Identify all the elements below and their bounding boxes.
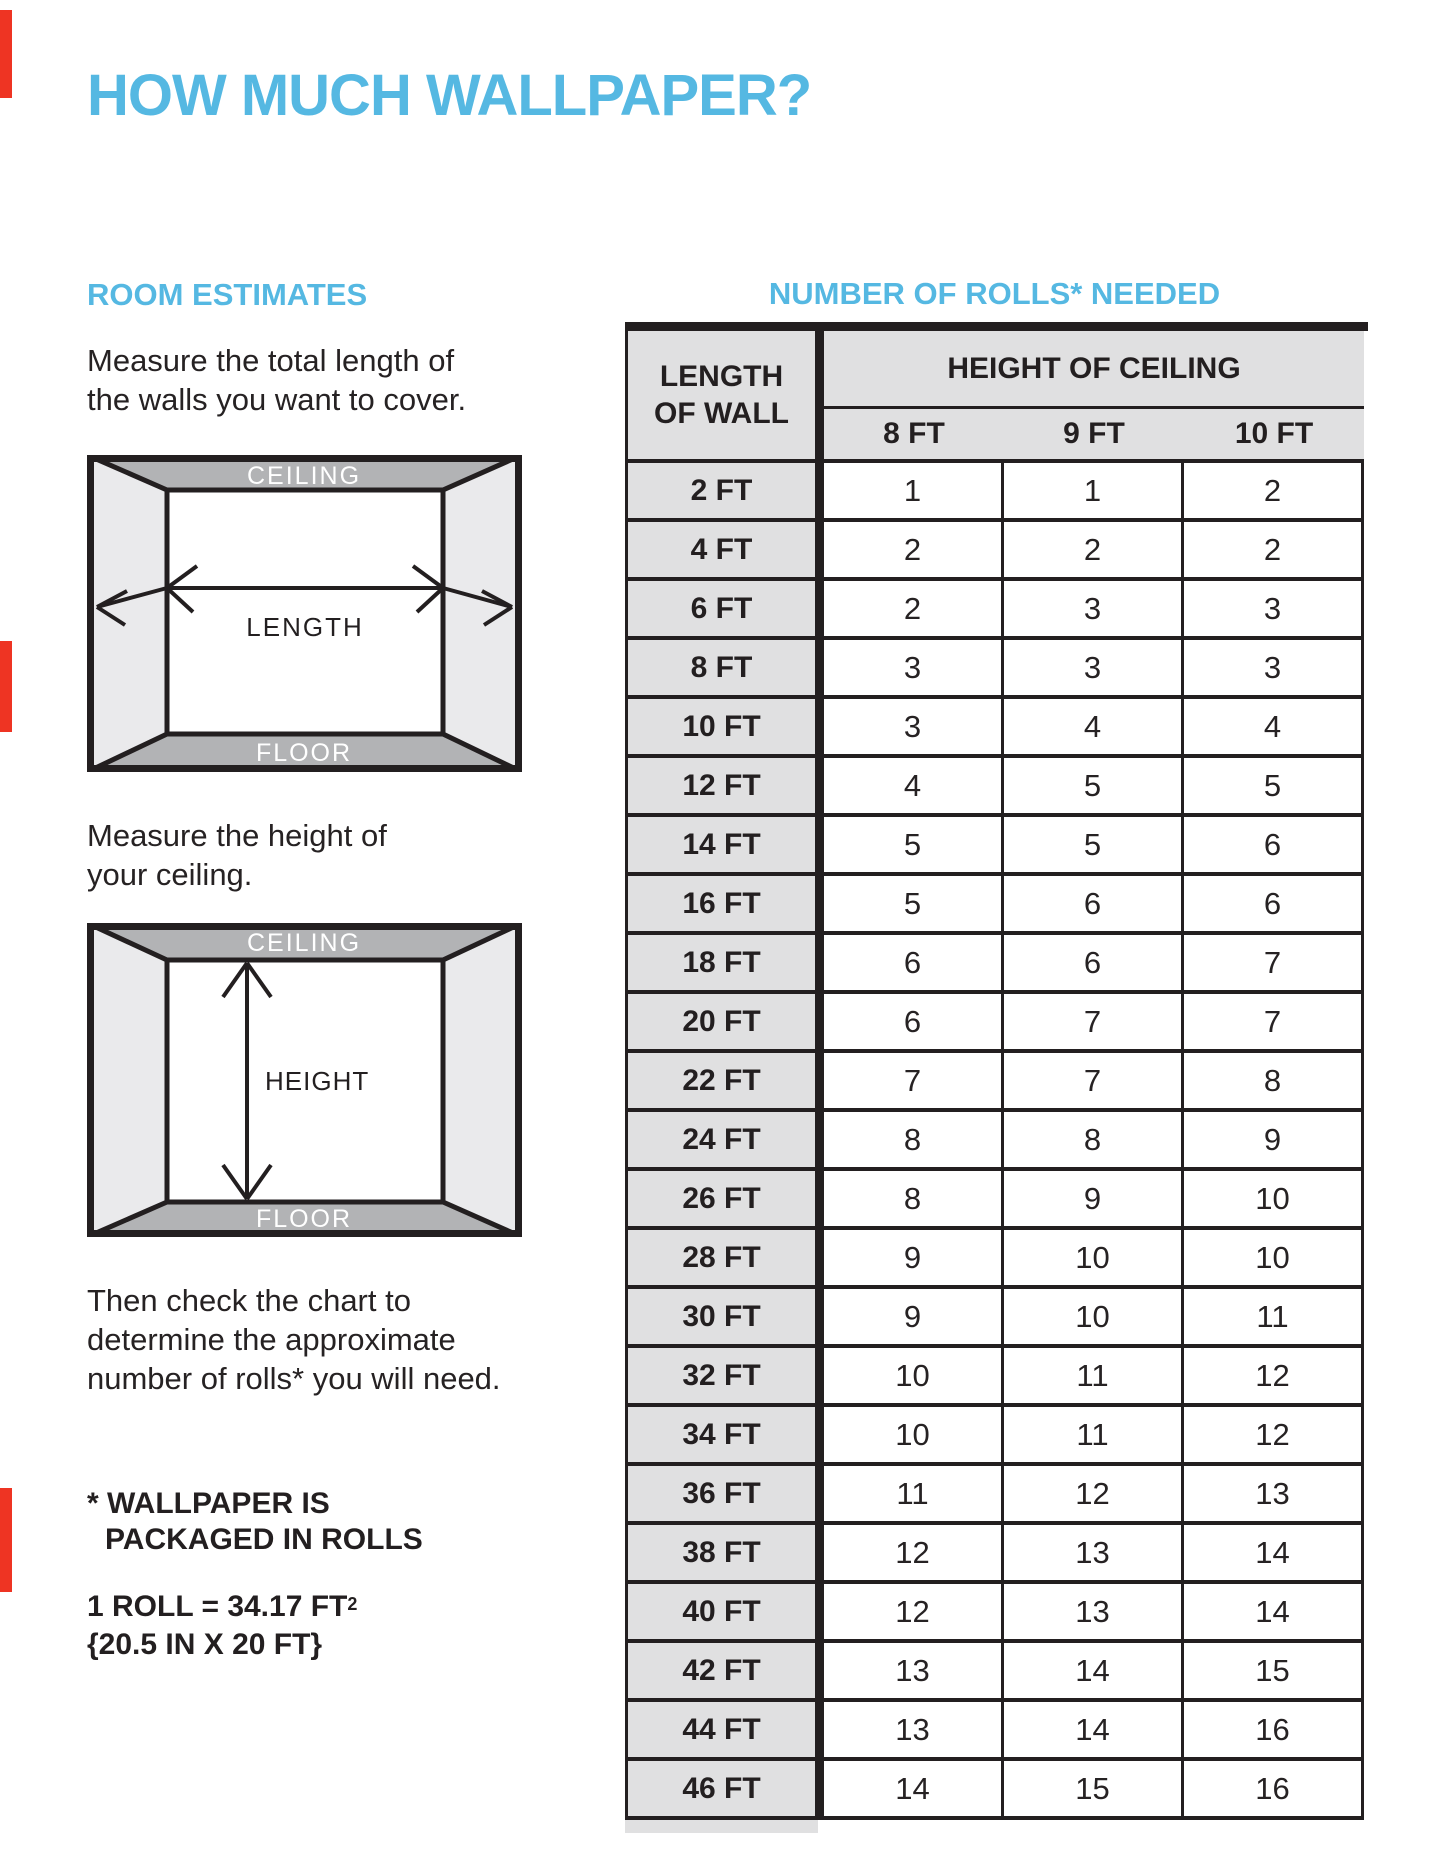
roll-count-cell: 10 (824, 1348, 1004, 1407)
roll-count-cell: 3 (1004, 640, 1184, 699)
roll-count-cell: 1 (1004, 463, 1184, 522)
thick-column-divider (815, 876, 824, 935)
row-label-wall-length: 20 FT (625, 994, 815, 1053)
roll-count-cell: 13 (824, 1643, 1004, 1702)
group-header-height-of-ceiling: HEIGHT OF CEILING (824, 331, 1364, 409)
thick-column-divider (815, 1407, 824, 1466)
note-line: PACKAGED IN ROLLS (105, 1523, 423, 1556)
roll-count-cell: 10 (1004, 1289, 1184, 1348)
roll-count-cell: 3 (824, 699, 1004, 758)
table-row (625, 1407, 1364, 1466)
length-label: LENGTH (246, 612, 364, 642)
row-label-wall-length: 2 FT (625, 463, 815, 522)
paragraph-line: Measure the total length of (87, 343, 455, 378)
thick-column-divider (815, 331, 824, 459)
roll-count-cell: 9 (1004, 1171, 1184, 1230)
row-label-wall-length: 38 FT (625, 1525, 815, 1584)
roll-count-cell: 6 (824, 935, 1004, 994)
roll-count-cell: 12 (1184, 1348, 1364, 1407)
roll-count-cell: 5 (824, 876, 1004, 935)
roll-count-cell: 6 (824, 994, 1004, 1053)
roll-count-cell: 8 (1004, 1112, 1184, 1171)
roll-count-cell: 14 (1184, 1584, 1364, 1643)
roll-count-cell: 5 (1004, 758, 1184, 817)
roll-count-cell: 9 (1184, 1112, 1364, 1171)
sub-header-row (824, 409, 1364, 459)
row-label-wall-length: 42 FT (625, 1643, 815, 1702)
diagram-left-wall (87, 923, 167, 1237)
row-label-wall-length: 4 FT (625, 522, 815, 581)
column-header-8ft: 8 FT (883, 417, 945, 450)
roll-count-cell: 13 (1004, 1525, 1184, 1584)
diagram-left-wall (87, 455, 167, 772)
table-row (625, 1348, 1364, 1407)
roll-count-cell: 12 (1184, 1407, 1364, 1466)
roll-count-cell: 12 (824, 1584, 1004, 1643)
floor-label: FLOOR (255, 739, 353, 767)
roll-count-cell: 11 (824, 1466, 1004, 1525)
thick-column-divider (815, 1171, 824, 1230)
table-row (625, 994, 1364, 1053)
thick-column-divider (815, 581, 824, 640)
roll-count-cell: 11 (1184, 1289, 1364, 1348)
edge-bleed-mark-top (0, 10, 12, 98)
table-row (625, 1230, 1364, 1289)
roll-count-cell: 13 (824, 1702, 1004, 1761)
row-label-wall-length: 44 FT (625, 1702, 815, 1761)
row-label-wall-length: 40 FT (625, 1584, 815, 1643)
thick-column-divider (815, 1289, 824, 1348)
table-gray-tail (625, 1820, 818, 1833)
thick-column-divider (815, 1761, 824, 1820)
roll-count-cell: 2 (824, 581, 1004, 640)
paragraph-measure-length (87, 341, 466, 419)
table-row (625, 1466, 1364, 1525)
roll-count-cell: 7 (1004, 994, 1184, 1053)
paragraph-check-chart (87, 1281, 501, 1398)
roll-count-cell: 10 (824, 1407, 1004, 1466)
floor-label: FLOOR (255, 1205, 353, 1233)
table-top-border (625, 322, 1368, 331)
roll-count-cell: 15 (1184, 1643, 1364, 1702)
roll-count-cell: 14 (1184, 1525, 1364, 1584)
table-row (625, 463, 1364, 522)
page-title: HOW MUCH WALLPAPER? (87, 63, 812, 128)
paragraph-line: number of rolls* you will need. (87, 1361, 501, 1396)
paragraph-measure-height (87, 816, 387, 894)
thick-column-divider (815, 1112, 824, 1171)
roll-area-line: 1 ROLL = 34.17 $FT^2$ (87, 1590, 358, 1623)
ceiling-height-diagram (87, 923, 522, 1237)
row-label-wall-length: 28 FT (625, 1230, 815, 1289)
roll-count-cell: 16 (1184, 1761, 1364, 1820)
roll-count-cell: 12 (1004, 1466, 1184, 1525)
edge-bleed-mark-bottom (0, 1488, 12, 1592)
roll-count-cell: 16 (1184, 1702, 1364, 1761)
thick-column-divider (815, 522, 824, 581)
roll-count-cell: 7 (1184, 994, 1364, 1053)
row-label-wall-length: 26 FT (625, 1171, 815, 1230)
table-row (625, 1761, 1364, 1820)
table-row (625, 1289, 1364, 1348)
roll-count-cell: 10 (1004, 1230, 1184, 1289)
table-row (625, 935, 1364, 994)
row-label-wall-length: 34 FT (625, 1407, 815, 1466)
thick-column-divider (815, 699, 824, 758)
row-label-wall-length: 24 FT (625, 1112, 815, 1171)
roll-count-cell: 7 (1004, 1053, 1184, 1112)
roll-count-cell: 5 (1004, 817, 1184, 876)
roll-count-cell: 11 (1004, 1348, 1184, 1407)
roll-count-cell: 13 (1004, 1584, 1184, 1643)
row-label-wall-length: 8 FT (625, 640, 815, 699)
table-row (625, 876, 1364, 935)
roll-count-cell: 10 (1184, 1230, 1364, 1289)
table-row (625, 1584, 1364, 1643)
roll-count-cell: 11 (1004, 1407, 1184, 1466)
table-row (625, 522, 1364, 581)
table-row (625, 817, 1364, 876)
row-label-wall-length: 18 FT (625, 935, 815, 994)
roll-size-spec (87, 1585, 357, 1664)
paragraph-line: Measure the height of (87, 818, 387, 853)
wallpaper-rolls-note (87, 1486, 423, 1558)
roll-count-cell: 2 (1004, 522, 1184, 581)
column-header-length-of-wall: LENGTH OF WALL (625, 331, 815, 459)
ceiling-label: CEILING (246, 929, 362, 957)
table-row (625, 758, 1364, 817)
section-heading-room-estimates: ROOM ESTIMATES (87, 277, 368, 312)
roll-count-cell: 5 (824, 817, 1004, 876)
thick-column-divider (815, 1466, 824, 1525)
roll-count-cell: 5 (1184, 758, 1364, 817)
roll-count-cell: 6 (1184, 817, 1364, 876)
thick-column-divider (815, 1643, 824, 1702)
row-label-wall-length: 22 FT (625, 1053, 815, 1112)
roll-count-cell: 6 (1004, 935, 1184, 994)
roll-count-cell: 2 (1184, 463, 1364, 522)
thick-column-divider (815, 1230, 824, 1289)
row-label-wall-length: 6 FT (625, 581, 815, 640)
roll-count-cell: 4 (824, 758, 1004, 817)
roll-count-cell: 9 (824, 1289, 1004, 1348)
thick-column-divider (815, 1702, 824, 1761)
roll-count-cell: 6 (1004, 876, 1184, 935)
thick-column-divider (815, 994, 824, 1053)
thick-column-divider (815, 1584, 824, 1643)
roll-count-cell: 3 (1184, 640, 1364, 699)
row-label-wall-length: 32 FT (625, 1348, 815, 1407)
roll-count-cell: 1 (824, 463, 1004, 522)
row-label-wall-length: 14 FT (625, 817, 815, 876)
table-row (625, 1525, 1364, 1584)
column-header-9ft: 9 FT (1063, 417, 1125, 450)
diagram-right-wall (443, 455, 522, 772)
table-header (625, 331, 1364, 463)
roll-count-cell: 8 (824, 1171, 1004, 1230)
row-label-wall-length: 16 FT (625, 876, 815, 935)
row-label-wall-length: 30 FT (625, 1289, 815, 1348)
roll-count-cell: 14 (1004, 1643, 1184, 1702)
roll-count-cell: 4 (1184, 699, 1364, 758)
row-label-wall-length: 10 FT (625, 699, 815, 758)
roll-count-cell: 2 (1184, 522, 1364, 581)
roll-count-cell: 8 (1184, 1053, 1364, 1112)
roll-count-cell: 13 (1184, 1466, 1364, 1525)
thick-column-divider (815, 758, 824, 817)
row-label-wall-length: 12 FT (625, 758, 815, 817)
room-length-diagram (87, 455, 522, 772)
roll-count-cell: 6 (1184, 876, 1364, 935)
roll-count-cell: 7 (824, 1053, 1004, 1112)
row-label-wall-length: 36 FT (625, 1466, 815, 1525)
roll-count-cell: 15 (1004, 1761, 1184, 1820)
roll-count-cell: 14 (1004, 1702, 1184, 1761)
roll-count-cell: 14 (824, 1761, 1004, 1820)
thick-column-divider (815, 817, 824, 876)
roll-count-cell: 3 (1184, 581, 1364, 640)
row-label-wall-length: 46 FT (625, 1761, 815, 1820)
superscript-2: 2 (347, 1594, 358, 1614)
roll-count-cell: 9 (824, 1230, 1004, 1289)
roll-count-cell: 7 (1184, 935, 1364, 994)
roll-count-cell: 4 (1004, 699, 1184, 758)
roll-count-cell: 3 (824, 640, 1004, 699)
paragraph-line: Then check the chart to (87, 1283, 411, 1318)
thick-column-divider (815, 640, 824, 699)
thick-column-divider (815, 1348, 824, 1407)
column-header-10ft: 10 FT (1234, 417, 1314, 450)
table-row (625, 1171, 1364, 1230)
roll-dimensions-line: {20.5 IN X 20 FT} (87, 1628, 323, 1661)
table-row (625, 1053, 1364, 1112)
thick-column-divider (815, 1525, 824, 1584)
table-row (625, 640, 1364, 699)
table-row (625, 1702, 1364, 1761)
thick-column-divider (815, 935, 824, 994)
thick-column-divider (815, 463, 824, 522)
roll-count-cell: 8 (824, 1112, 1004, 1171)
height-label: HEIGHT (265, 1066, 370, 1096)
roll-count-cell: 2 (824, 522, 1004, 581)
roll-count-cell: 12 (824, 1525, 1004, 1584)
roll-count-cell: 3 (1004, 581, 1184, 640)
thick-column-divider (815, 1053, 824, 1112)
edge-bleed-mark-middle (0, 641, 12, 732)
note-line: * WALLPAPER IS (87, 1487, 330, 1520)
table-row (625, 581, 1364, 640)
section-heading-rolls-needed: NUMBER OF ROLLS* NEEDED (768, 276, 1221, 311)
table-row (625, 699, 1364, 758)
rolls-table (625, 322, 1364, 1833)
paragraph-line: the walls you want to cover. (87, 382, 467, 417)
paragraph-line: your ceiling. (87, 857, 253, 892)
ceiling-label: CEILING (246, 462, 362, 490)
table-row (625, 1112, 1364, 1171)
table-row (625, 1643, 1364, 1702)
paragraph-line: determine the approximate (87, 1322, 456, 1357)
diagram-right-wall (443, 923, 522, 1237)
roll-count-cell: 10 (1184, 1171, 1364, 1230)
table-body (625, 463, 1364, 1820)
